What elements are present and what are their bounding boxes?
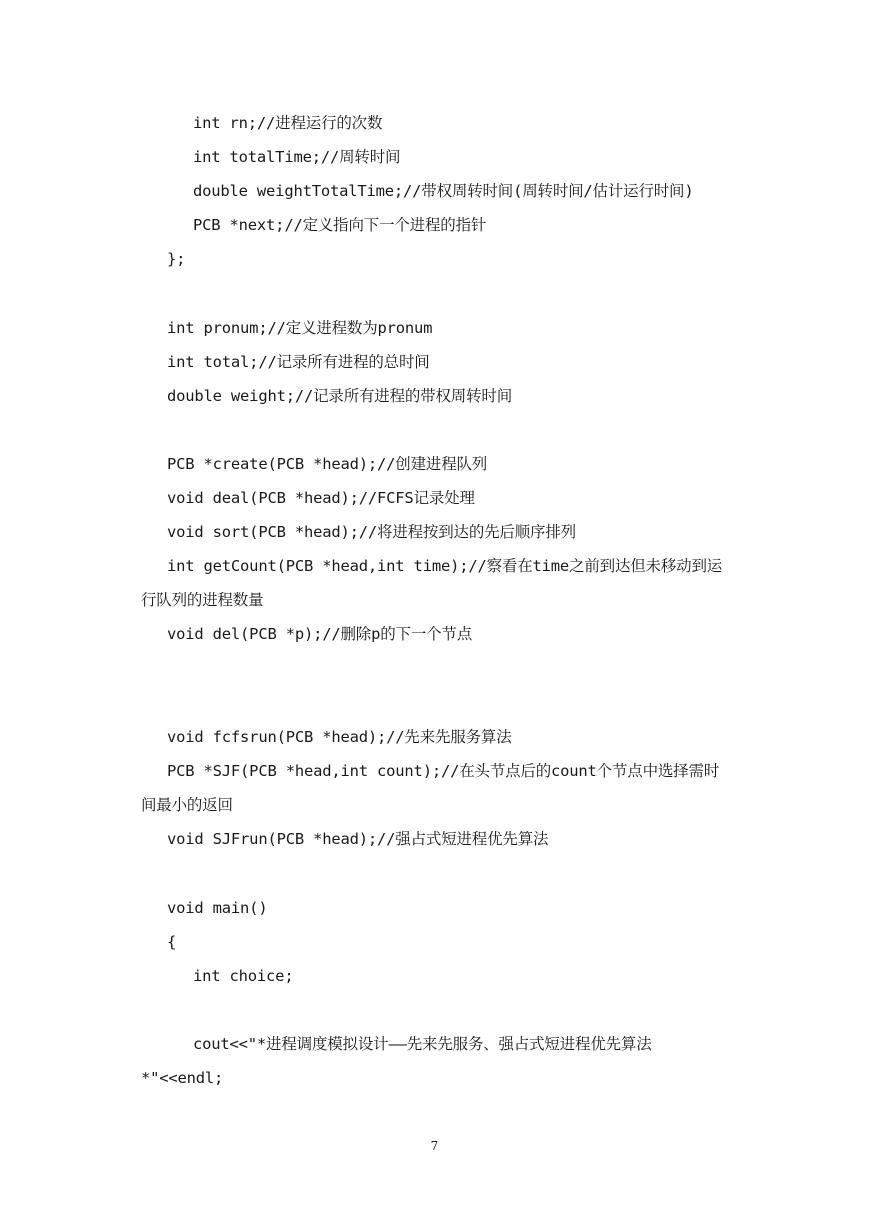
code-line-continued: 间最小的返回 [141, 796, 233, 814]
code-line: void fcfsrun(PCB *head);//先来先服务算法 [167, 728, 512, 746]
code-line: }; [167, 250, 186, 268]
code-line: int getCount(PCB *head,int time);//察看在time之前到达但未移动到运 [167, 557, 723, 575]
code-line: void SJFrun(PCB *head);//强占式短进程优先算法 [167, 830, 549, 848]
code-line: int totalTime;//周转时间 [193, 148, 401, 166]
code-line: double weightTotalTime;//带权周转时间(周转时间/估计运行时间) [193, 182, 694, 200]
code-line: PCB *create(PCB *head);//创建进程队列 [167, 455, 488, 473]
code-line: cout<<"*进程调度模拟设计——先来先服务、强占式短进程优先算法 [193, 1035, 652, 1053]
code-line-continued: 行队列的进程数量 [141, 591, 264, 609]
code-line: PCB *SJF(PCB *head,int count);//在头节点后的count个节点中选择需时 [167, 762, 720, 780]
page-number: 7 [430, 1139, 439, 1153]
code-line-continued: *"<<endl; [141, 1069, 224, 1087]
code-line: int total;//记录所有进程的总时间 [167, 353, 430, 371]
code-line: double weight;//记录所有进程的带权周转时间 [167, 387, 513, 405]
code-line: int rn;//进程运行的次数 [193, 114, 383, 132]
code-line: void del(PCB *p);//删除p的下一个节点 [167, 625, 473, 643]
code-line: int choice; [193, 967, 294, 985]
code-line: int pronum;//定义进程数为pronum [167, 319, 433, 337]
code-line: void deal(PCB *head);//FCFS记录处理 [167, 489, 475, 507]
code-line: { [167, 933, 177, 951]
code-line: PCB *next;//定义指向下一个进程的指针 [193, 216, 487, 234]
code-line: void sort(PCB *head);//将进程按到达的先后顺序排列 [167, 523, 576, 541]
code-line: void main() [167, 899, 268, 917]
